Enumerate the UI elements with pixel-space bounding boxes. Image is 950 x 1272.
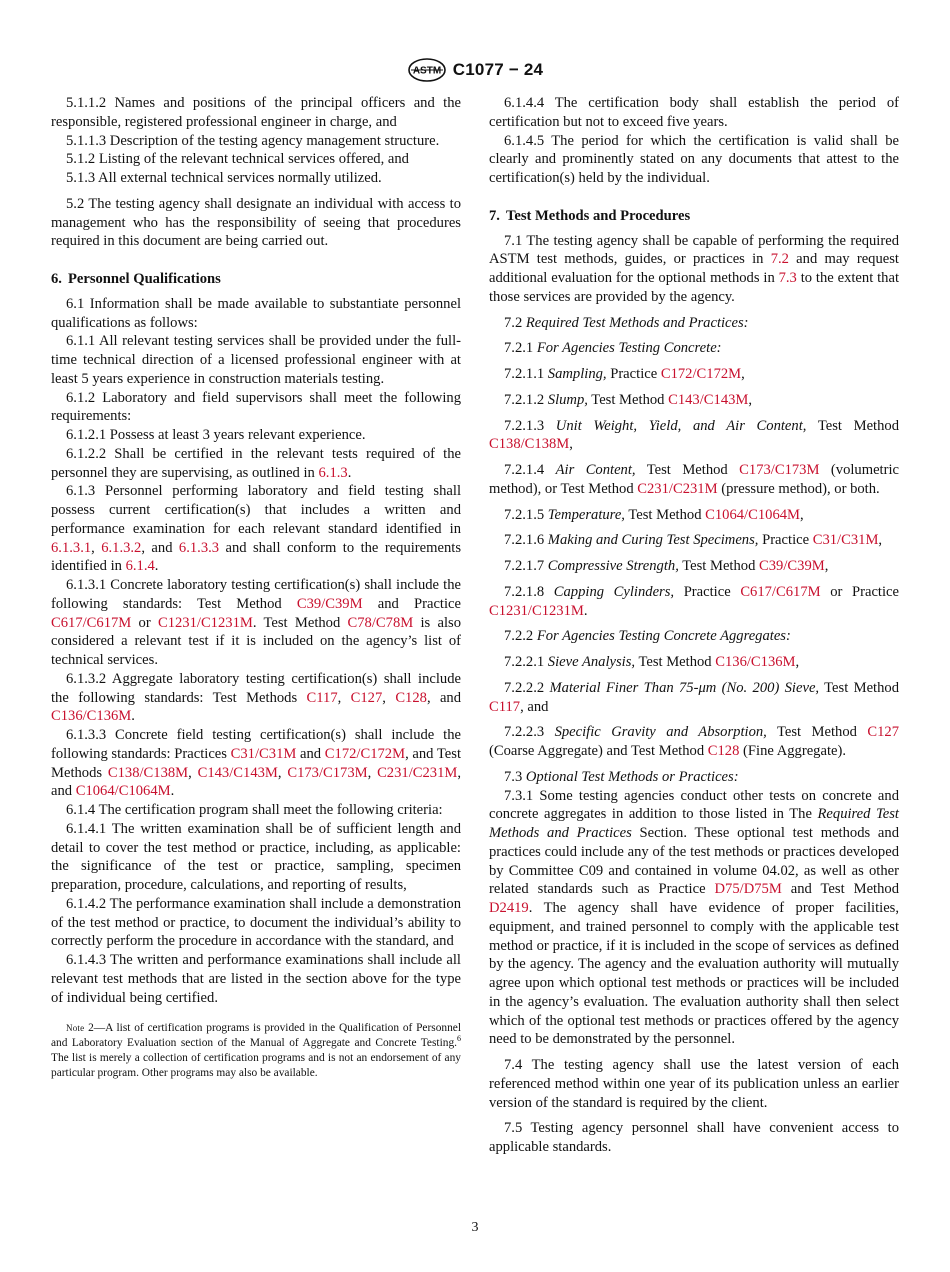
link-c39[interactable]: C39/C39M [296, 595, 363, 612]
link-c143-r[interactable]: C143/C143M [668, 391, 749, 408]
link-c117-r[interactable]: C117 [489, 698, 521, 715]
paragraph-7-2-1-2: 7.2.1.2 Slump, Test Method C143/C143M, [504, 391, 753, 408]
paragraph-7-2-1-8: 7.2.1.8 Capping Cylinders, Practice C617/C617M or Practice C1231/C1231M. [489, 583, 899, 619]
link-c128-r[interactable]: C128 [707, 743, 740, 759]
link-c39-r[interactable]: C39/C39M [759, 558, 825, 574]
link-6-1-3-2[interactable]: 6.1.3.2 [101, 539, 142, 556]
section-7-heading: 7. Test Methods and Procedures [489, 207, 691, 224]
link-6-1-3[interactable]: 6.1.3 [318, 464, 348, 481]
link-c117[interactable]: C117 [306, 689, 338, 706]
link-c172[interactable]: C172/C172M [324, 745, 406, 762]
astm-logo-icon [407, 58, 447, 82]
link-c231[interactable]: C231/C231M [377, 764, 458, 781]
paragraph-6-1-4-1: 6.1.4.1 The written examination shall be of sufficient length and detail to cover the test method or practice, including, as applicable: the significance of the test or practice, sampling, specimen preparation, procedure, calculations, and reporting of results, [51, 820, 461, 893]
link-6-1-3-3[interactable]: 6.1.3.3 [178, 539, 220, 556]
paragraph-7-2-1-6: 7.2.1.6 Making and Curing Test Specimens, Practice C31/C31M, [504, 532, 883, 549]
link-c128[interactable]: C128 [395, 689, 427, 706]
link-c138-r[interactable]: C138/C138M [489, 436, 570, 453]
paragraph-7-2-2-3: 7.2.2.3 Specific Gravity and Absorption, Test Method C127 (Coarse Aggregate) and Test Method C128 (Fine Aggregate). [489, 724, 900, 759]
link-c173[interactable]: C173/C173M [287, 764, 368, 781]
paragraph-7-2-2-2: 7.2.2.2 Material Finer Than 75-μm (No. 200) Sieve, Test Method C117, and [489, 679, 900, 715]
paragraph-7-2-1-5: 7.2.1.5 Temperature, Test Method C1064/C1064M, [504, 506, 804, 523]
paragraph-6-1-4-3: 6.1.4.3 The written and performance examinations shall include all relevant test methods that are listed in the section above for the type of individual being certified. [51, 952, 461, 1006]
link-c1231-r[interactable]: C1231/C1231M [489, 602, 584, 619]
link-6-1-3-1[interactable]: 6.1.3.1 [51, 539, 92, 556]
paragraph-5-1-1-2: 5.1.1.2 Names and positions of the principal officers and the responsible, registered professional engineer in charge, and [51, 95, 461, 130]
paragraph-7-2-1-7: 7.2.1.7 Compressive Strength, Test Method C39/C39M, [504, 558, 829, 574]
paragraph-6-1-1: 6.1.1 All relevant testing services shall be provided under the full-time technical direction of a licensed professional engineer with at least 5 years experience in construction materials testing. [51, 333, 461, 387]
paragraph-6-1-4: 6.1.4 The certification program shall meet the following criteria: [66, 802, 443, 818]
paragraph-6-1-3-3: 6.1.3.3 Concrete field testing certification(s) shall include the following standards: Practices C31/C31M and C172/C172M, and Test Methods C138/C138M, C143/C143M, C173/C173M, C231/C231M, and C1064/C1064M. [51, 727, 462, 800]
paragraph-6-1-2-2: 6.1.2.2 Shall be certified in the relevant tests required of the personnel they are supervising, as outlined in 6.1.3. [51, 445, 461, 481]
link-c1231[interactable]: C1231/C1231M [157, 614, 253, 631]
link-7-2[interactable]: 7.2 [770, 251, 789, 268]
link-6-1-4[interactable]: 6.1.4 [125, 558, 155, 575]
paragraph-7-2-1-1: 7.2.1.1 Sampling, Practice C172/C172M, [504, 366, 745, 382]
paragraph-7-2-2-1: 7.2.2.1 Sieve Analysis, Test Method C136/C136M, [504, 654, 800, 670]
paragraph-7-2-1-4: 7.2.1.4 Air Content, Test Method C173/C173M (volumetric method), or Test Method C231/C231M (pressure method), or both. [489, 462, 899, 497]
paragraph-7-4: 7.4 The testing agency shall use the latest version of each referenced method within one year of its publication unless an earlier version of the standard is required by the client. [489, 1057, 899, 1111]
paragraph-6-1-4-5: 6.1.4.5 The period for which the certification is valid shall be clearly and prominently stated on any documents that attest to the certification(s) held by the individual. [489, 132, 899, 186]
note-2: Note 2—A list of certification programs is provided in the Qualification of Personnel and Laboratory Evaluation section of the Manual of Aggregate and Concrete Testing.$^6$ The list is merely a collection of certification programs and is not an endorsement of any particular program. Other programs may also be available. [51, 1022, 461, 1080]
paragraph-7-2-1-3: 7.2.1.3 Unit Weight, Yield, and Air Content, Test Method C138/C138M, [489, 417, 899, 453]
paragraph-7-5: 7.5 Testing agency personnel shall have convenient access to applicable standards. [489, 1120, 899, 1155]
paragraph-7-2-1: 7.2.1 For Agencies Testing Concrete: [504, 340, 722, 357]
link-d2419[interactable]: D2419 [489, 900, 529, 916]
paragraph-6-1-4-4: 6.1.4.4 The certification body shall establish the period of certification but not to exceed five years. [489, 95, 899, 130]
paragraph-7-1: 7.1 The testing agency shall be capable of performing the required ASTM test methods, guides, or practices in 7.2 and may request additional evaluation for the optional methods in 7.3 to the extent that those services are provided by the agency. [489, 232, 899, 305]
paragraph-6-1-4-2: 6.1.4.2 The performance examination shall include a demonstration of the test method or practice, to document the individual’s ability to correctly perform the procedure in accordance with the standard, and [51, 895, 461, 950]
paragraph-5-1-2: 5.1.2 Listing of the relevant technical services offered, and [66, 151, 409, 168]
link-c172-r[interactable]: C172/C172M [660, 366, 742, 382]
paragraph-6-1-3-1: 6.1.3.1 Concrete laboratory testing certification(s) shall include the following standards: Test Method C39/C39M and Practice C617/C617M or C1231/C1231M. Test Method C78/C78M is also considered a relevant test if it is included on the agency’s list of technical services. [51, 577, 461, 668]
paragraph-7-3-1: 7.3.1 Some testing agencies conduct other tests on concrete and concrete aggregates in addition to those listed in The Required Test Methods and Practices Section. These optional test methods and practices could include any of the test methods or practices developed by Committee C09 and contained in volume 04.02, as well as other related standards such as Practice D75/D75M and Test Method D2419. The agency shall have evidence of proper facilities, equipment, and trained personnel to comply with the applicable test method or practice, if it is included in the scope of services as defined by the agency. The agency and the evaluation authority will mutually agree upon which optional test methods or practices will be included in the agency’s evaluation. The evaluation authority shall then select which of the optional test methods or practices offered by the agency need to be demonstrated by the personnel. [489, 787, 900, 1048]
paragraph-6-1-2: 6.1.2 Laboratory and field supervisors shall meet the following requirements: [51, 389, 461, 425]
document-id: C1077 − 24 [452, 60, 544, 79]
right-column [489, 94, 899, 1157]
link-c617[interactable]: C617/C617M [51, 614, 132, 631]
paragraph-5-1-1-3: 5.1.1.3 Description of the testing agency management structure. [66, 132, 440, 149]
link-c31[interactable]: C31/C31M [230, 745, 297, 762]
paragraph-6-1-3-2: 6.1.3.2 Aggregate laboratory testing certification(s) shall include the following standards: Test Methods C117, C127, C128, and C136/C136M. [51, 670, 462, 725]
link-c231-r[interactable]: C231/C231M [637, 480, 718, 497]
link-c173-r[interactable]: C173/C173M [739, 462, 820, 478]
link-c1064[interactable]: C1064/C1064M [75, 783, 171, 800]
link-c143[interactable]: C143/C143M [197, 764, 278, 781]
paragraph-5-1-3: 5.1.3 All external technical services normally utilized. [66, 170, 382, 186]
paragraph-5-2: 5.2 The testing agency shall designate an individual with access to management who has the responsibility of seeing that procedures required in this document are being carried out. [51, 195, 461, 250]
page-header [0, 56, 950, 84]
svg-text:ASTM: ASTM [412, 65, 441, 77]
paragraph-6-1-3: 6.1.3 Personnel performing laboratory and field testing shall possess current certification(s) that includes a written and performance examination for each relevant standard identified in 6.1.3.1, 6.1.3.2, and 6.1.3.3 and shall conform to the requirements identified in 6.1.4. [51, 483, 462, 575]
paragraph-7-2: 7.2 Required Test Methods and Practices: [504, 314, 749, 331]
link-c78[interactable]: C78/C78M [347, 614, 414, 631]
link-c136-r[interactable]: C136/C136M [715, 654, 796, 670]
paragraph-7-2-2: 7.2.2 For Agencies Testing Concrete Aggregates: [504, 628, 791, 645]
paragraph-6-1-2-1: 6.1.2.1 Possess at least 3 years relevant experience. [66, 427, 366, 443]
paragraph-6-1: 6.1 Information shall be made available to substantiate personnel qualifications as follows: [51, 295, 461, 331]
link-c617-r[interactable]: C617/C617M [740, 583, 821, 600]
link-c1064-r[interactable]: C1064/C1064M [705, 506, 801, 523]
left-column [51, 94, 461, 1081]
link-c138[interactable]: C138/C138M [107, 764, 189, 781]
link-7-3[interactable]: 7.3 [778, 270, 797, 286]
link-c31-r[interactable]: C31/C31M [812, 532, 879, 549]
paragraph-7-3: 7.3 Optional Test Methods or Practices: [504, 768, 739, 785]
link-c127[interactable]: C127 [350, 689, 383, 706]
link-d75[interactable]: D75/D75M [714, 881, 782, 898]
link-c136[interactable]: C136/C136M [51, 708, 132, 725]
section-6-heading: 6. Personnel Qualifications [51, 271, 221, 287]
page-number: 3 [471, 1220, 479, 1235]
link-c127-r[interactable]: C127 [867, 724, 900, 741]
